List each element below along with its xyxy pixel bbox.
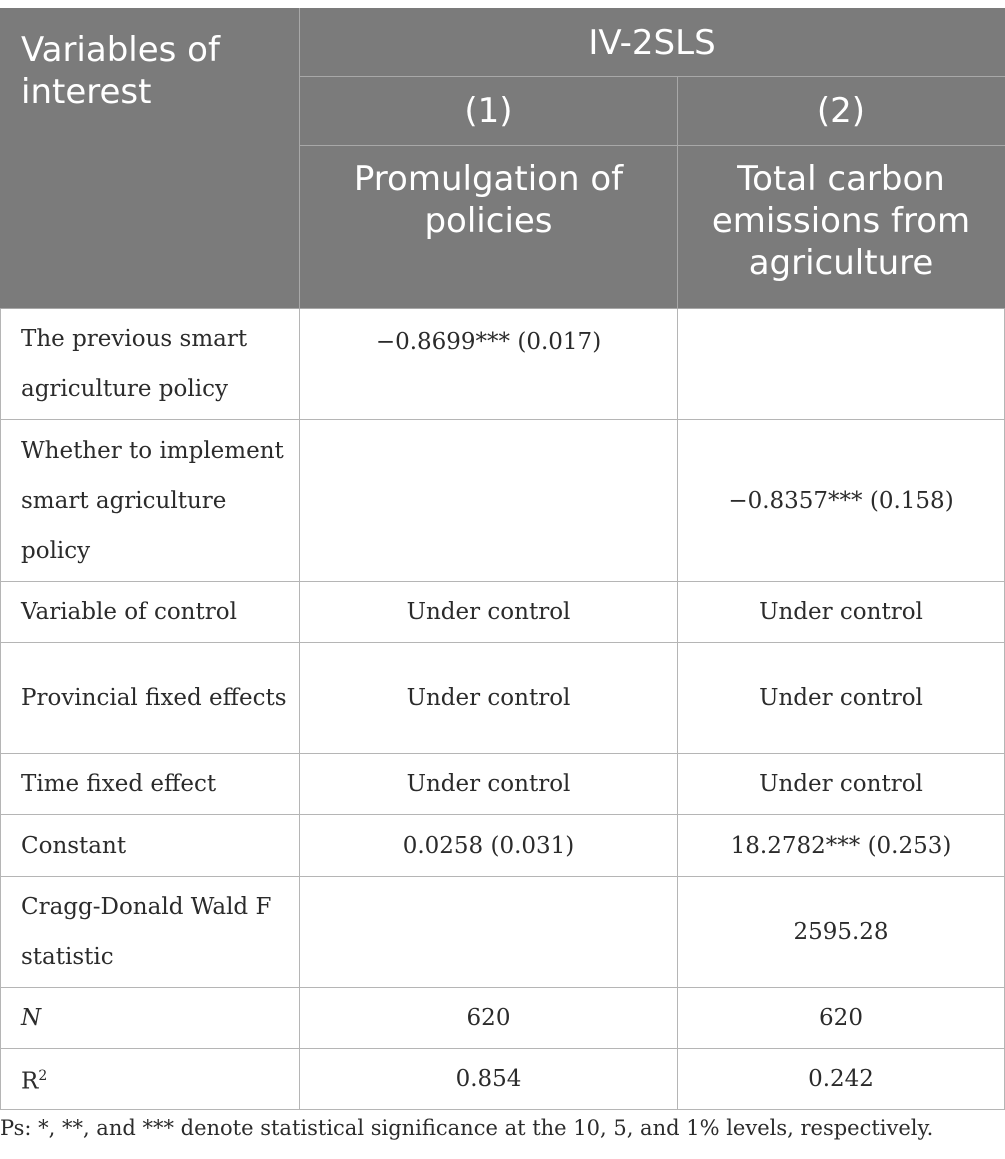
header-method: IV-2SLS	[300, 9, 1005, 77]
row-value-col1: 620	[300, 988, 678, 1049]
row-label: Cragg-Donald Wald F statistic	[1, 877, 300, 988]
row-value-col2: 18.2782*** (0.253)	[678, 815, 1005, 877]
row-value-col2: Under control	[678, 754, 1005, 815]
row-value-col1: Under control	[300, 643, 678, 754]
row-value-col1	[300, 420, 678, 582]
row-value-col1: Under control	[300, 754, 678, 815]
r-squared-exponent: 2	[38, 1068, 48, 1085]
row-value-col2: 620	[678, 988, 1005, 1049]
row-label: Constant	[1, 815, 300, 877]
row-value-col2: −0.8357*** (0.158)	[678, 420, 1005, 582]
header-variables-of-interest: Variables of interest	[1, 9, 300, 309]
row-label: The previous smart agriculture policy	[1, 309, 300, 420]
r-squared-base: R	[21, 1068, 39, 1095]
table-row	[1, 420, 1005, 582]
regression-table	[0, 8, 1005, 1110]
row-label: Time fixed effect	[1, 754, 300, 815]
table-row	[1, 754, 1005, 815]
row-value-col2: Under control	[678, 643, 1005, 754]
row-value-col2: Under control	[678, 582, 1005, 643]
row-value-col1: 0.0258 (0.031)	[300, 815, 678, 877]
row-value-col2: 2595.28	[678, 877, 1005, 988]
header-col2-title: Total carbon emissions from agriculture	[678, 146, 1005, 309]
table-row	[1, 643, 1005, 754]
table-row	[1, 582, 1005, 643]
header-col1-number: (1)	[300, 77, 678, 146]
row-value-col1: −0.8699*** (0.017)	[300, 309, 678, 420]
row-value-col1: 0.854	[300, 1049, 678, 1110]
table-row	[1, 309, 1005, 420]
header-col1-title: Promulgation of policies	[300, 146, 678, 309]
row-value-col2: 0.242	[678, 1049, 1005, 1110]
table-row	[1, 988, 1005, 1049]
row-value-col1	[300, 877, 678, 988]
row-label: Provincial fixed effects	[1, 643, 300, 754]
row-value-col1: Under control	[300, 582, 678, 643]
row-value-col2	[678, 309, 1005, 420]
table-row	[1, 815, 1005, 877]
table-row	[1, 877, 1005, 988]
row-label	[1, 1049, 300, 1110]
row-label: Whether to implement smart agriculture policy	[1, 420, 300, 582]
header-col2-number: (2)	[678, 77, 1005, 146]
table-row	[1, 1049, 1005, 1110]
table-footnote: Ps: *, **, and *** denote statistical significance at the 10, 5, and 1% levels, respectively.	[0, 1116, 934, 1140]
row-label: Variable of control	[1, 582, 300, 643]
row-label: N	[1, 988, 300, 1049]
